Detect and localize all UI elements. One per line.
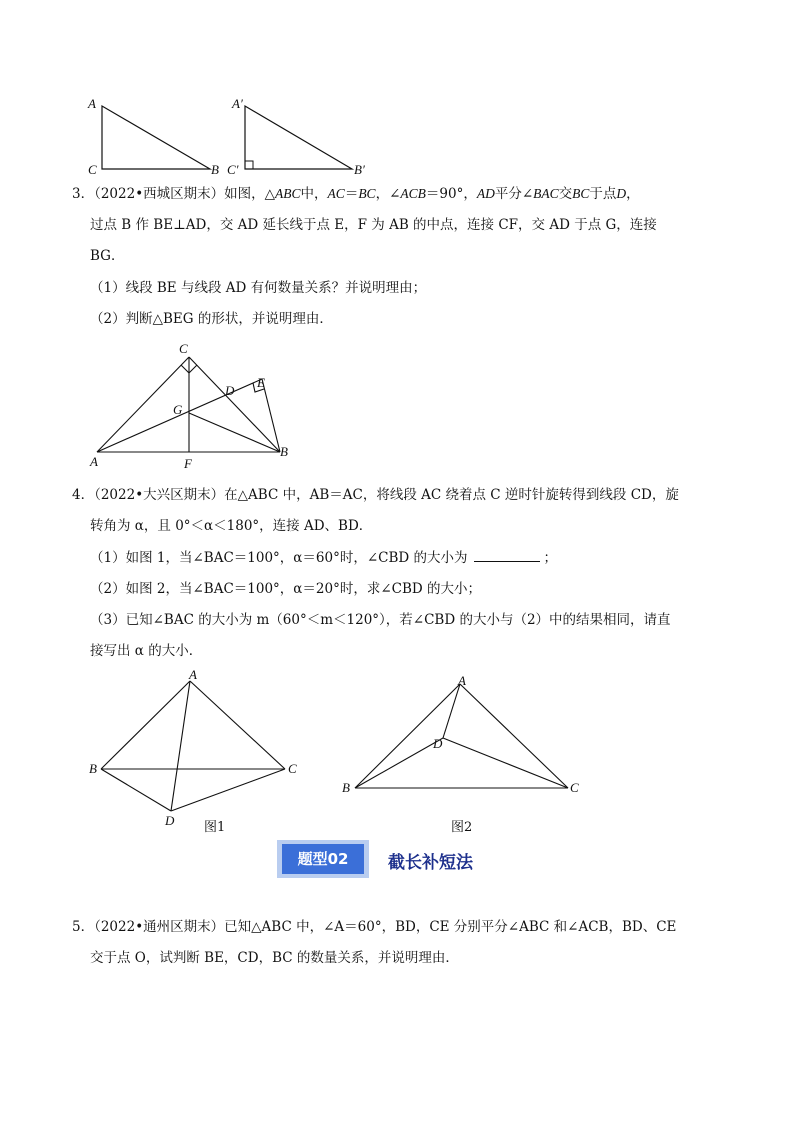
label-b-prime: B′: [354, 162, 365, 177]
label-b: B: [342, 780, 350, 795]
q3-sub2: （2）判断△BEG 的形状，并说明理由．: [90, 311, 333, 327]
q4-line1: 4．（2022•大兴区期末）在△ABC 中，AB＝AC，将线段 AC 绕着点 C 逆时针旋转得到线段 CD，旋: [72, 487, 679, 503]
q3-line2: 过点 B 作 BE⊥AD，交 AD 延长线于点 E，F 为 AB 的中点，连接 CF，交 AD 于点 G，连接: [90, 217, 657, 233]
triangle-a-prime: [227, 96, 365, 177]
q4-figure-1: [85, 665, 315, 830]
label-c: C: [570, 780, 579, 795]
label-b: B: [211, 162, 219, 177]
q5-line2: 交于点 O，试判断 BE，CD，BC 的数量关系，并说明理由．: [90, 950, 459, 966]
label-c: C: [288, 761, 297, 776]
figure-2-caption: 图2: [451, 820, 473, 835]
label-d: D: [165, 813, 175, 828]
triangle-abc: [87, 96, 219, 177]
q4-sub3-line2: 接写出 α 的大小．: [90, 643, 203, 659]
section-title: 截长补短法: [388, 853, 473, 873]
label-c: C: [179, 341, 188, 356]
q3-figure: [85, 338, 305, 473]
label-a: A: [458, 673, 466, 688]
section-badge: [277, 840, 369, 878]
label-a: A: [189, 667, 197, 682]
label-c-prime: C′: [227, 162, 239, 177]
label-d: D: [225, 383, 235, 398]
answer-blank: [474, 549, 540, 562]
q4-figure-2: [335, 668, 595, 803]
q4-line2: 转角为 α，且 0°＜α＜180°，连接 AD、BD．: [90, 518, 373, 534]
label-e: E: [257, 375, 265, 390]
q3-sub1: （1）线段 BE 与线段 AD 有何数量关系？并说明理由；: [90, 280, 427, 296]
figure-right-triangles: [80, 90, 380, 182]
label-a: A: [90, 454, 98, 469]
figure-1-caption: 图1: [204, 820, 226, 835]
q3-line3: BG．: [90, 248, 125, 264]
q4-sub1: （1）如图 1，当∠BAC＝100°，α＝60°时，∠CBD 的大小为 ；: [90, 550, 558, 566]
label-c: C: [88, 162, 97, 177]
q4-sub3-line1: （3）已知∠BAC 的大小为 m（60°＜m＜120°），若∠CBD 的大小与（2）中的结果相同，请直: [90, 612, 671, 628]
label-a-prime: A′: [232, 96, 243, 111]
label-a: A: [88, 96, 96, 111]
label-g: G: [173, 402, 183, 417]
section-badge-label: 题型02: [282, 844, 364, 874]
label-b: B: [89, 761, 97, 776]
label-d: D: [433, 736, 443, 751]
label-b: B: [280, 444, 288, 459]
q4-sub2: （2）如图 2，当∠BAC＝100°，α＝20°时，求∠CBD 的大小；: [90, 581, 482, 597]
q3-line1: 3．（2022•西城区期末）如图，△ABC中，AC＝BC，∠ACB＝90°，AD平分∠BAC交BC于点D，: [72, 186, 640, 202]
q5-line1: 5．（2022•通州区期末）已知△ABC 中，∠A＝60°，BD，CE 分别平分∠ABC 和∠ACB，BD、CE: [72, 919, 677, 935]
label-f: F: [184, 456, 192, 471]
